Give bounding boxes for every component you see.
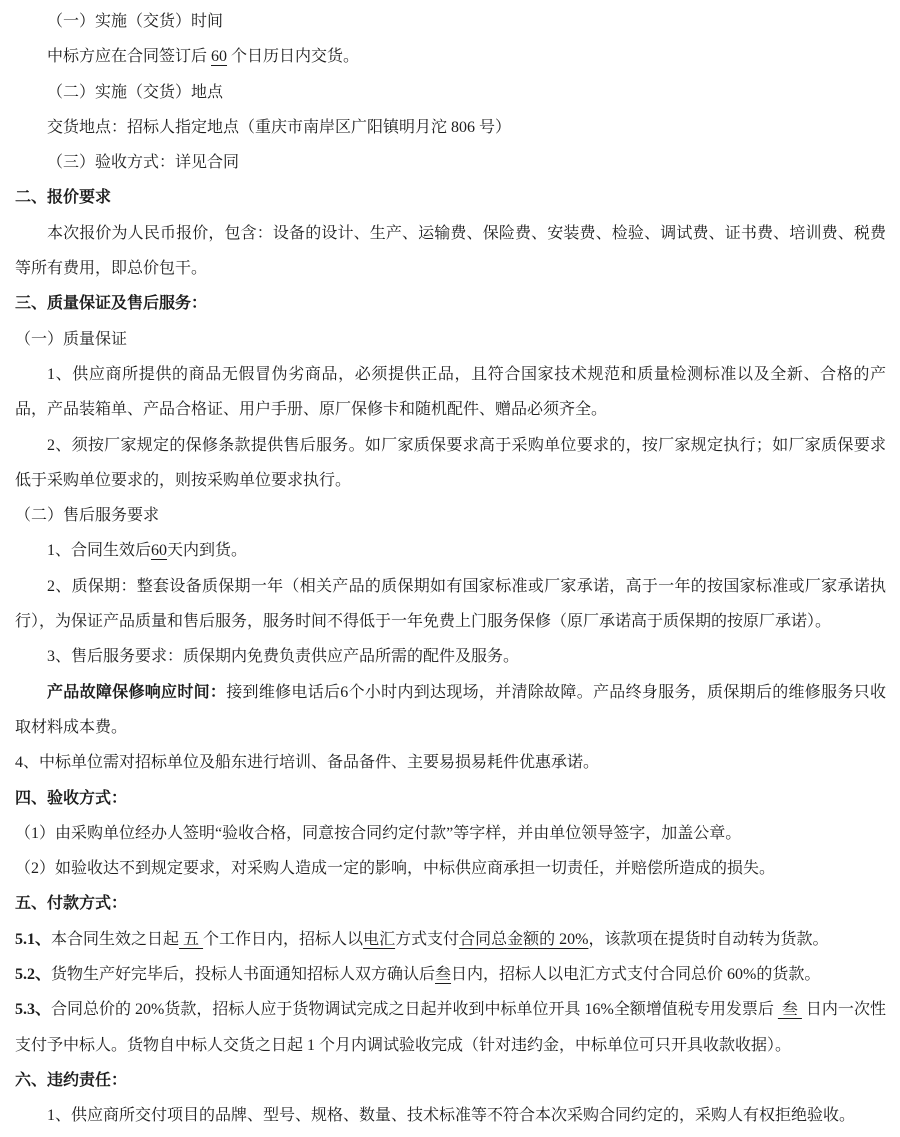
text-segment: 合同总价的 20%货款，招标人应于货物调试完成之日起并收到中标单位开具 16%全额增值税专用发票后 — [51, 1001, 778, 1019]
text-segment: 个工作日内，招标人以 — [203, 930, 364, 948]
underlined-text-segment: 60 — [211, 48, 228, 66]
section-2-quotation-heading — [15, 180, 886, 215]
text-segment: 交货地点：招标人指定地点（重庆市南岸区广阳镇明月沱 806 号） — [47, 118, 512, 136]
text-segment: 1、供应商所交付项目的品牌、型号、规格、数量、技术标准等不符合本次采购合同约定的，采购人有权拒绝验收。 — [47, 1107, 856, 1125]
text-segment: 3、售后服务要求：质保期内免费负责供应产品所需的配件及服务。 — [47, 648, 520, 666]
delivery-place-body — [15, 110, 886, 145]
payment-clause-5-3 — [15, 992, 886, 1063]
text-segment: （2）如验收达不到规定要求，对采购人造成一定的影响，中标供应商承担一切责任，并赔偿所造成的损失。 — [15, 860, 776, 878]
text-segment: （一）实施（交货）时间 — [47, 13, 224, 30]
bold-text-segment: 5.3、 — [15, 1001, 52, 1019]
text-segment: （二）售后服务要求 — [15, 507, 160, 525]
text-segment: 日内，招标人以电汇方式支付合同总价 60%的货款。 — [451, 966, 821, 984]
acceptance-clause-1 — [15, 816, 886, 851]
section-6-breach-heading — [15, 1063, 886, 1098]
text-segment: （二）实施（交货）地点 — [47, 83, 224, 101]
text-segment: （一）质量保证 — [15, 330, 128, 348]
acceptance-clause-2 — [15, 851, 886, 886]
text-segment: 1、供应商所提供的商品无假冒伪劣商品，必须提供正品，且符合国家技术规范和质量检测标准以及全新、合格的产品，产品装箱单、产品合格证、用户手册、原厂保修卡和随机配件、赠品必须齐全。 — [15, 365, 886, 419]
text-segment: 五、付款方式： — [15, 895, 128, 913]
delivery-time-body — [15, 39, 886, 74]
after-sales-clause-1 — [15, 533, 886, 568]
fault-response-clause — [15, 675, 886, 746]
text-segment: （三）验收方式：详见合同 — [47, 154, 240, 172]
text-segment: 中标方应在合同签订后 — [47, 48, 212, 66]
section-3-quality-heading — [15, 286, 886, 321]
bold-text-segment: 5.2、 — [15, 966, 52, 984]
underlined-text-segment: 电汇 — [363, 930, 396, 948]
text-segment: 个日历日内交货。 — [227, 48, 360, 66]
after-sales-clause-2 — [15, 569, 886, 640]
training-clause — [15, 745, 886, 780]
text-segment: ，该款项在提货时自动转为货款。 — [588, 930, 829, 948]
text-segment: 四、验收方式： — [15, 789, 128, 807]
delivery-time-heading — [15, 4, 886, 39]
underlined-text-segment: 叁 — [777, 1001, 802, 1019]
document-body — [15, 4, 886, 1134]
text-segment: （1）由采购单位经办人签明“验收合格，同意按合同约定付款”等字样，并由单位领导签字，加盖公章。 — [15, 824, 742, 842]
bold-text-segment: 产品故障保修响应时间： — [47, 683, 227, 701]
section-5-payment-heading — [15, 886, 886, 921]
payment-clause-5-2 — [15, 957, 886, 992]
text-segment: 货物生产好完毕后，投标人书面通知招标人双方确认后 — [51, 966, 436, 984]
text-segment: 天内到货。 — [167, 542, 248, 560]
after-sales-subheading — [15, 498, 886, 533]
quotation-body — [15, 216, 886, 287]
text-segment: 1、合同生效后 — [47, 542, 152, 560]
bold-text-segment: 5.1、 — [15, 930, 52, 948]
text-segment: 六、违约责任： — [15, 1071, 128, 1089]
text-segment: 二、报价要求 — [15, 189, 112, 207]
text-segment: 三、质量保证及售后服务： — [15, 295, 208, 313]
text-segment: 4、中标单位需对招标单位及船东进行培训、备品备件、主要易损易耗件优惠承诺。 — [15, 754, 600, 772]
text-segment: 日内一次性支付予中标人。货物自中标人交货之日起 1 个月内调试验收完成（针对违约金，中标单位可只开具收款收据）。 — [15, 1001, 886, 1054]
underlined-text-segment: 60 — [151, 542, 168, 560]
after-sales-clause-3 — [15, 639, 886, 674]
text-segment: 接到维修电话后6个小时内到达现场，并清除故障。产品终身服务，质保期后的维修服务只收取材料成本费。 — [15, 683, 886, 736]
section-4-acceptance-heading — [15, 781, 886, 816]
underlined-text-segment: 五 — [179, 930, 204, 948]
underlined-text-segment: 合同总金额的 20% — [459, 930, 589, 948]
text-segment: 2、质保期：整套设备质保期一年（相关产品的质保期如有国家标准或厂家承诺，高于一年的按国家标准或厂家承诺执行），为保证产品质量和售后服务，服务时间不得低于一年免费上门服务保修（原厂承诺高于质保期的按原厂承诺）。 — [15, 577, 886, 631]
breach-clause-1 — [15, 1098, 886, 1133]
acceptance-method-note — [15, 145, 886, 180]
text-segment: 本次报价为人民币报价，包含：设备的设计、生产、运输费、保险费、安装费、检验、调试费、证书费、培训费、税费等所有费用，即总价包干。 — [15, 224, 886, 278]
underlined-text-segment: 叁 — [435, 966, 452, 984]
payment-clause-5-1 — [15, 922, 886, 957]
quality-guarantee-subheading — [15, 322, 886, 357]
text-segment: 本合同生效之日起 — [51, 930, 180, 948]
text-segment: 方式支付 — [395, 930, 460, 948]
text-segment: 2、须按厂家规定的保修条款提供售后服务。如厂家质保要求高于采购单位要求的，按厂家规定执行；如厂家质保要求低于采购单位要求的，则按采购单位要求执行。 — [15, 436, 886, 489]
delivery-place-heading — [15, 75, 886, 110]
quality-clause-2 — [15, 428, 886, 499]
quality-clause-1 — [15, 357, 886, 428]
